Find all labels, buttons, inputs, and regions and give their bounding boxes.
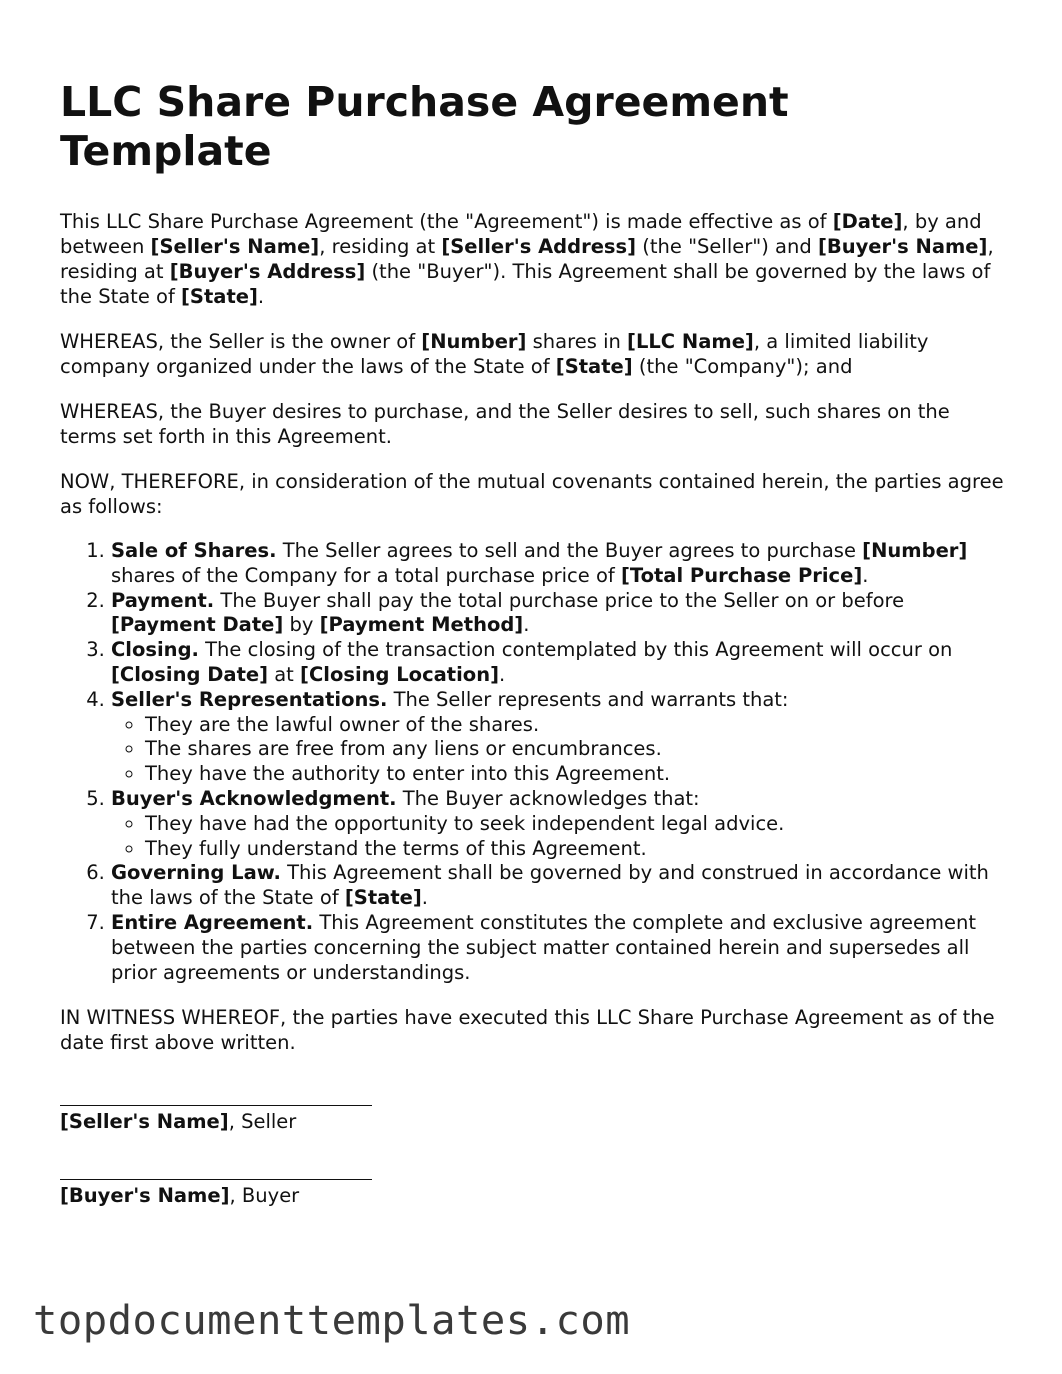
watermark: topdocumenttemplates.com [33, 1296, 631, 1344]
signature-block [60, 1085, 1010, 1208]
list-item: ◦ They fully understand the terms of this Agreement. [145, 837, 1010, 862]
document-title: LLC Share Purchase Agreement Template [60, 78, 789, 175]
whereas-paragraph-1: WHEREAS, the Seller is the owner of [Number] shares in [LLC Name], a limited liability company organized under the laws of the State of [State] (the "Company"); and [60, 330, 929, 378]
document-page [60, 78, 1010, 1208]
buyer-signature-line[interactable] [60, 1159, 372, 1180]
clause-buyer-acknowledgment: 5. Buyer's Acknowledgment. The Buyer acknowledges that: ◦ They have had the opportunity to seek independent legal advice. ◦ They fully understand the terms of this Agreement. [111, 787, 1010, 861]
list-item: ◦ They have the authority to enter into this Agreement. [145, 762, 1010, 787]
clause-governing-law: 6. Governing Law. This Agreement shall be governed by and construed in accordance with the laws of the State of [State]. [111, 861, 1010, 911]
seller-name-placeholder: [Seller's Name] [150, 235, 320, 258]
seller-address-placeholder: [Seller's Address] [441, 235, 637, 258]
list-item: ◦ The shares are free from any liens or encumbrances. [145, 737, 1010, 762]
now-therefore-paragraph: NOW, THEREFORE, in consideration of the mutual covenants contained herein, the parties agree as follows: [60, 470, 1004, 518]
buyer-address-placeholder: [Buyer's Address] [169, 260, 366, 283]
date-placeholder: [Date] [832, 210, 903, 233]
clause-payment: 2. Payment. The Buyer shall pay the total purchase price to the Seller on or before [Payment Date] by [Payment Method]. [111, 589, 1010, 639]
buyer-acknowledgment-list [111, 812, 1010, 862]
seller-signature-line[interactable] [60, 1085, 372, 1106]
seller-representations-list [111, 713, 1010, 787]
buyer-signature-label: [Buyer's Name], Buyer [60, 1184, 300, 1208]
witness-paragraph: IN WITNESS WHEREOF, the parties have executed this LLC Share Purchase Agreement as of the date first above written. [60, 1006, 995, 1055]
seller-signature-label: [Seller's Name], Seller [60, 1110, 297, 1134]
clause-closing: 3. Closing. The closing of the transaction contemplated by this Agreement will occur on [Closing Date] at [Closing Location]. [111, 638, 1010, 688]
clauses-list [60, 539, 1010, 985]
llc-name-placeholder: [LLC Name] [627, 330, 754, 353]
number-placeholder: [Number] [421, 330, 527, 353]
state-placeholder: [State] [555, 355, 633, 378]
clause-sale-of-shares: 1. Sale of Shares. The Seller agrees to sell and the Buyer agrees to purchase [Number] shares of the Company for a total purchase price of [Total Purchase Price]. [111, 539, 1010, 589]
state-placeholder: [State] [181, 285, 258, 308]
buyer-name-placeholder: [Buyer's Name] [817, 235, 988, 258]
clause-entire-agreement: 7. Entire Agreement. This Agreement constitutes the complete and exclusive agreement between the parties concerning the subject matter contained herein and supersedes all prior agreements or understandings. [111, 911, 1010, 985]
list-item: ◦ They have had the opportunity to seek independent legal advice. [145, 812, 1010, 837]
whereas-paragraph-2: WHEREAS, the Buyer desires to purchase, and the Seller desires to sell, such shares on the terms set forth in this Agreement. [60, 400, 950, 448]
clause-seller-representations: 4. Seller's Representations. The Seller represents and warrants that: ◦ They are the lawful owner of the shares. ◦ The shares are free from any liens or encumbrances. ◦ They have the authority to enter into this Agreement. [111, 688, 1010, 787]
intro-paragraph: This LLC Share Purchase Agreement (the "Agreement") is made effective as of [Date], by and between [Seller's Name], residing at [Seller's Address] (the "Seller") and [Buyer's Name], residing at [Buyer's Address] (the "Buyer"). This Agreement shall be governed by the laws of the State of [State]. [60, 210, 994, 308]
list-item: ◦ They are the lawful owner of the shares. [145, 713, 1010, 738]
